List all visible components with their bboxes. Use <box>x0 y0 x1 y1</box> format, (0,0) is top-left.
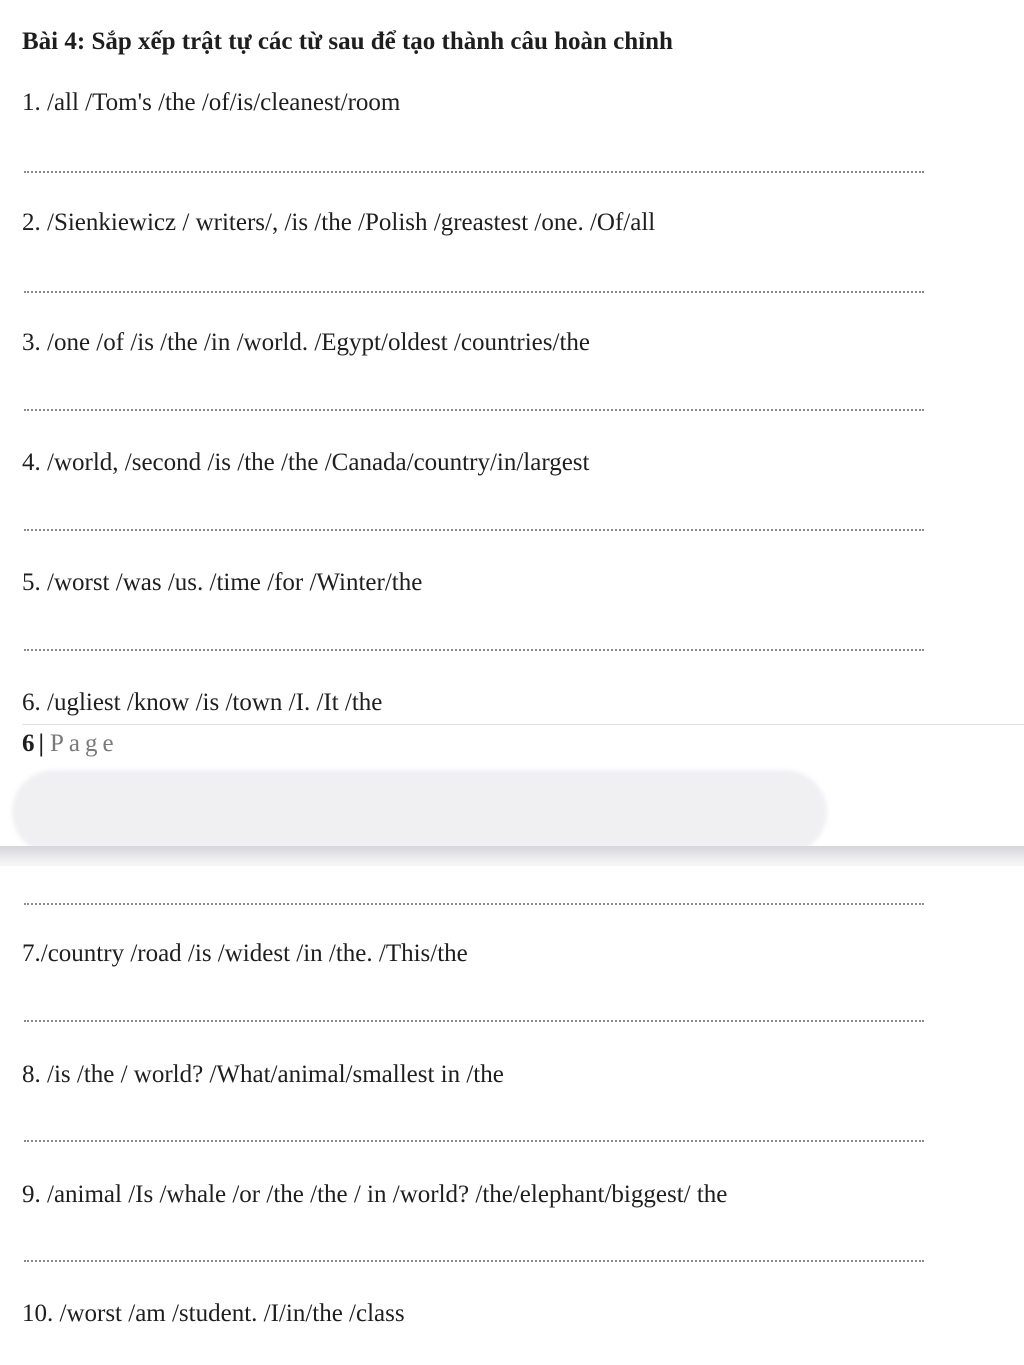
question-10: 10. /worst /am /student. /I/in/the /class <box>22 1300 405 1327</box>
footer-separator: | <box>38 730 45 757</box>
question-5: 5. /worst /was /us. /time /for /Winter/the <box>22 569 423 596</box>
answer-line-8 <box>24 1140 924 1142</box>
page-number: 6 <box>22 730 35 757</box>
page-divider <box>0 846 1024 866</box>
question-7: 7./country /road /is /widest /in /the. /This/the <box>22 940 468 967</box>
question-1: 1. /all /Tom's /the /of/is/cleanest/room <box>22 89 401 116</box>
answer-line-4 <box>24 529 924 531</box>
page-label: Page <box>50 730 119 757</box>
question-4: 4. /world, /second /is /the /the /Canada/country/in/largest <box>22 449 590 476</box>
worksheet-page-7 <box>0 866 1024 1365</box>
question-9: 9. /animal /Is /whale /or /the /the / in /world? /the/elephant/biggest/ the <box>22 1181 728 1208</box>
answer-line-7 <box>24 1020 924 1022</box>
question-8: 8. /is /the / world? /What/animal/smallest in /the <box>22 1061 504 1088</box>
page-footer <box>22 730 119 758</box>
question-6: 6. /ugliest /know /is /town /I. /It /the <box>22 689 383 716</box>
exercise-title: Bài 4: Sắp xếp trật tự các từ sau để tạo thành câu hoàn chỉnh <box>22 28 673 55</box>
answer-line-3 <box>24 409 924 411</box>
blurred-region <box>12 770 827 854</box>
answer-line-1 <box>24 171 924 173</box>
answer-line-5 <box>24 649 924 651</box>
question-3: 3. /one /of /is /the /in /world. /Egypt/oldest /countries/the <box>22 329 590 356</box>
answer-line-9 <box>24 1260 924 1262</box>
answer-line-2 <box>24 291 924 293</box>
answer-line-6 <box>24 903 924 905</box>
question-2: 2. /Sienkiewicz / writers/, /is /the /Polish /greastest /one. /Of/all <box>22 209 656 236</box>
footer-rule <box>22 724 1024 725</box>
